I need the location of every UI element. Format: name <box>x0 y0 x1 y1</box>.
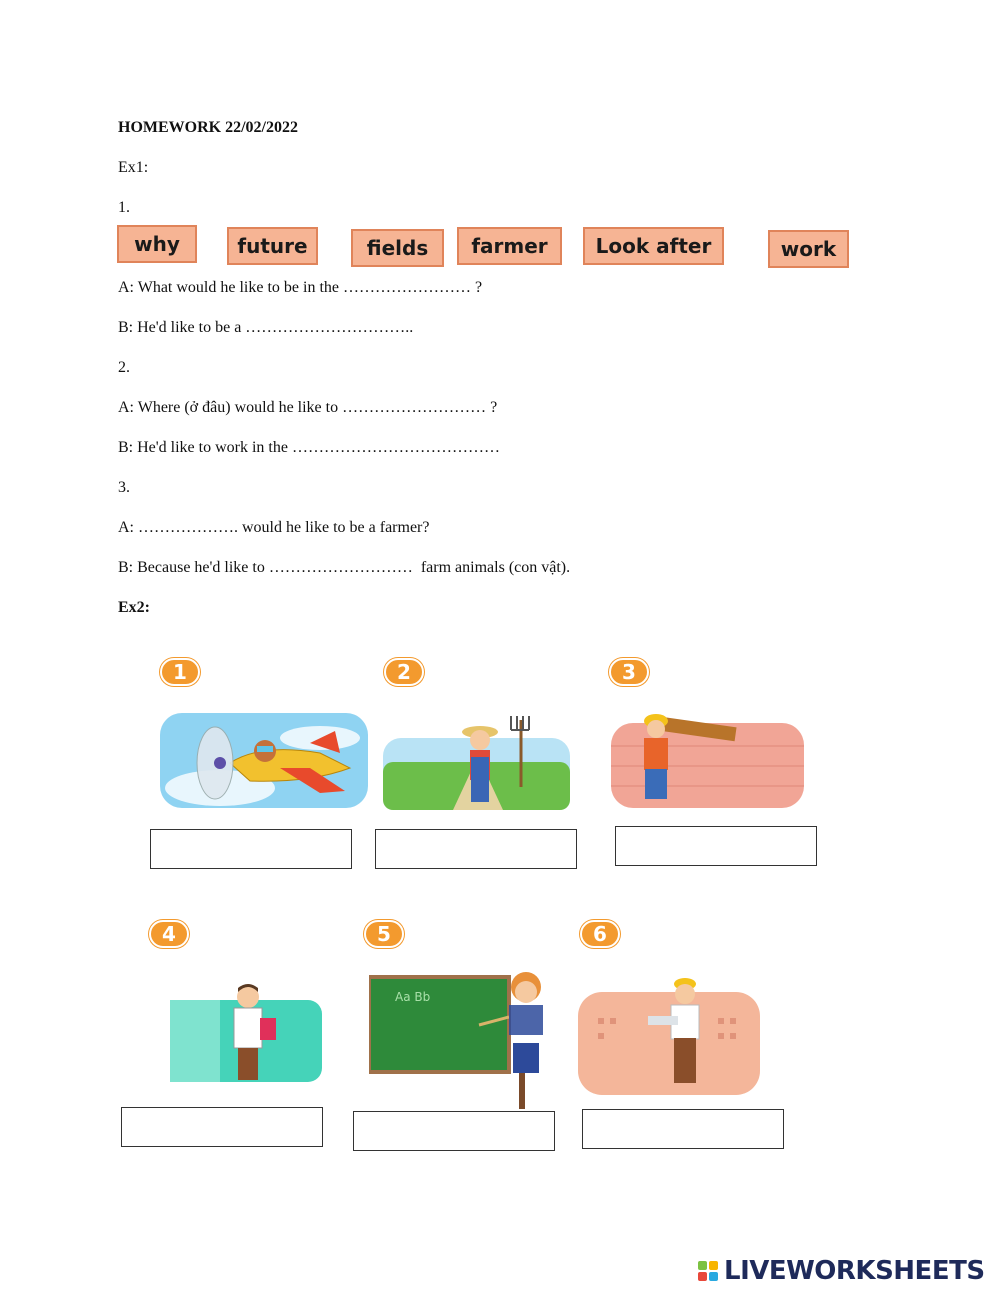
construction-worker-picture <box>611 711 804 808</box>
word-chip-future[interactable]: future <box>227 227 318 265</box>
liveworksheets-logo-icon <box>698 1261 718 1281</box>
question-1a: A: What would he like to be in the …………………… ? <box>118 279 483 296</box>
liveworksheets-logo <box>698 1256 985 1286</box>
question-2-number: 2. <box>118 359 130 376</box>
question-1b: B: He'd like to be a ………………………….. <box>118 319 414 336</box>
question-1-number: 1. <box>118 199 130 216</box>
ex1-label: Ex1: <box>118 159 149 176</box>
pilot-plane-picture <box>160 713 368 808</box>
teacher-picture <box>369 965 561 1110</box>
word-chip-work[interactable]: work <box>768 230 849 268</box>
picture-number-1: 1 <box>160 658 200 686</box>
answer-box-6[interactable] <box>582 1109 784 1149</box>
picture-number-2: 2 <box>384 658 424 686</box>
architect-picture <box>578 978 760 1095</box>
question-2a: A: Where (ở đâu) would he like to ……………………… ? <box>118 399 498 416</box>
answer-box-4[interactable] <box>121 1107 323 1147</box>
answer-box-2[interactable] <box>375 829 577 869</box>
word-chip-look-after[interactable]: Look after <box>583 227 724 265</box>
answer-box-1[interactable] <box>150 829 352 869</box>
page-title: HOMEWORK 22/02/2022 <box>118 119 298 136</box>
doctor-picture <box>170 982 322 1082</box>
picture-number-5: 5 <box>364 920 404 948</box>
answer-box-5[interactable] <box>353 1111 555 1151</box>
picture-number-3: 3 <box>609 658 649 686</box>
brand-name: LIVEWORKSHEETS <box>724 1256 985 1286</box>
answer-box-3[interactable] <box>615 826 817 866</box>
board-text: Aa Bb <box>395 990 431 1004</box>
word-chip-fields[interactable]: fields <box>351 229 444 267</box>
picture-number-4: 4 <box>149 920 189 948</box>
ex2-label: Ex2: <box>118 599 150 616</box>
question-2b: B: He'd like to work in the ………………………………… <box>118 439 500 456</box>
farmer-picture <box>383 712 570 810</box>
question-3b: B: Because he'd like to ……………………… farm animals (con vật). <box>118 559 571 576</box>
question-3a: A: ………………. would he like to be a farmer? <box>118 519 430 536</box>
word-chip-why[interactable]: why <box>117 225 197 263</box>
question-3-number: 3. <box>118 479 130 496</box>
picture-number-6: 6 <box>580 920 620 948</box>
word-chip-farmer[interactable]: farmer <box>457 227 562 265</box>
